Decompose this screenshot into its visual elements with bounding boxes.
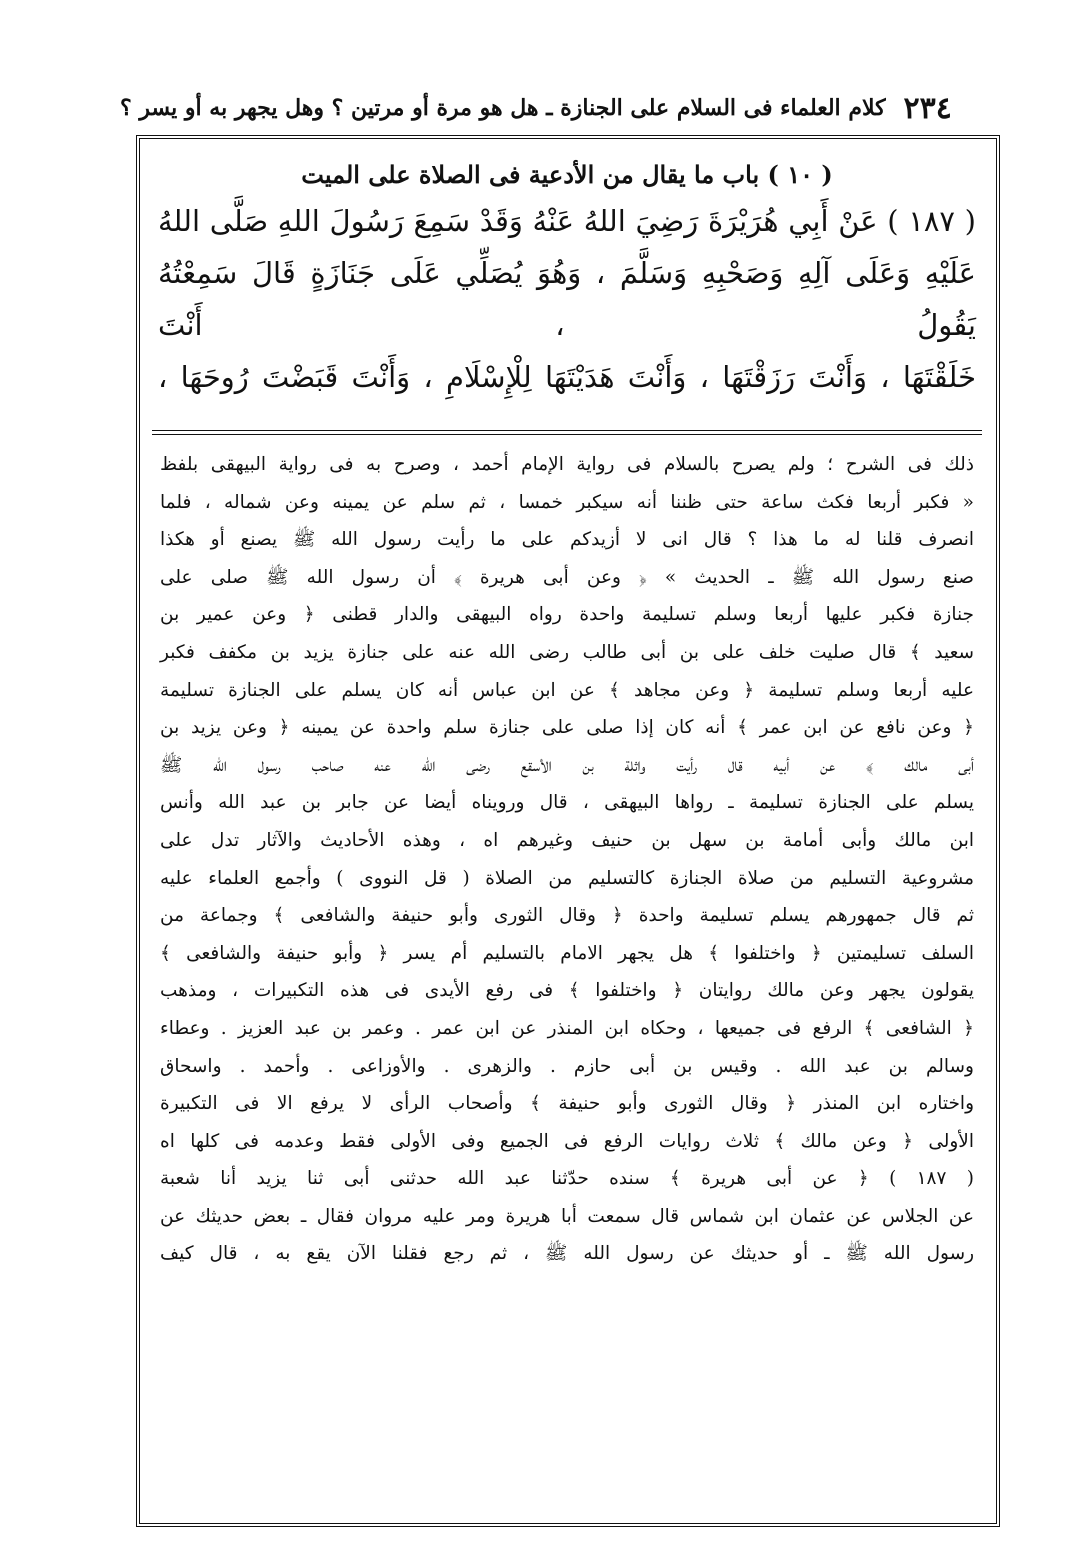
commentary-line: انصرف قلنا له ما هذا ؟ قال انى لا أزيدكم على ما رأيت رسول الله ﷺ يصنع أو هكذا bbox=[160, 529, 974, 551]
commentary-block bbox=[152, 446, 982, 1273]
commentary-line: رسول الله ﷺ ـ أو حديثك عن رسول الله ﷺ ، ثم رجع فقلنا الآن يقع به ، قال كيف bbox=[160, 1243, 974, 1265]
commentary-line: ( ١٨٧ ) ﴿ عن أبى هريرة ﴾ سنده حدّثنا عبد الله حدثنى أبى ثنا يزيد أنا شعبة bbox=[160, 1168, 974, 1190]
commentary-line: ذلك فى الشرح ؛ ولم يصرح بالسلام فى رواية الإمام أحمد ، وصرح به فى رواية البيهقى بلفظ bbox=[160, 454, 974, 475]
commentary-line: ﴿ وعن نافع عن ابن عمر ﴾ أنه كان إذا صلى على جنازة سلم واحدة عن يمينه ﴿ وعن يزيد بن bbox=[160, 717, 974, 739]
page-body bbox=[152, 150, 982, 1514]
chapter-heading: ( ١٠ ) باب ما يقال من الأدعية فى الصلاة على الميت bbox=[301, 160, 833, 189]
commentary-line: ابن مالك وأبى أمامة بن سهل بن حنيف وغيرهم اه ، وهذه الأحاديث والآثار تدل على bbox=[160, 829, 974, 851]
commentary-line: الأولى ﴿ وعن مالك ﴾ ثلاث روايات الرفع فى الجميع وفى الأولى فقط وعدمه فى كلها اه bbox=[160, 1130, 974, 1152]
section-divider bbox=[152, 430, 982, 435]
hadith-line: عَلَيْهِ وَعَلَى آلِهِ وَصَحْبِهِ وَسَلَّمَ ، وَهُوَ يُصَلِّي عَلَى جَنَازَةٍ قَالَ سَمِعْتُهُ يَقُولُ ، أَنْتَ bbox=[158, 256, 976, 342]
commentary-line: يسلم على الجنازة تسليمة ـ رواها البيهقى ، قال ورويناه أيضا عن جابر بن عبد الله وأنس bbox=[160, 792, 974, 814]
commentary-line: صنع رسول الله ﷺ ـ الحديث » ﴿ وعن أبى هريرة ﴾ أن رسول الله ﷺ صلى على bbox=[160, 566, 974, 588]
commentary-line: يقولون يجهر وعن مالك روايتان ﴿ واختلفوا ﴾ فى رفع الأيدى فى هذه التكبيرات ، ومذهب bbox=[160, 980, 974, 1002]
commentary-line: ﴿ الشافعى ﴾ الرفع فى جميعها ، وحكاه ابن المنذر عن ابن عمر . وعمر بن عبد العزيز . وعطاء bbox=[160, 1017, 974, 1039]
hadith-line: ( ١٨٧ ) عَنْ أَبِي هُرَيْرَةَ رَضِيَ اللهُ عَنْهُ وَقَدْ سَمِعَ رَسُولَ اللهِ صَلَّى اللهُ bbox=[158, 204, 976, 238]
commentary-line: ثم قال جمهورهم يسلم تسليمة واحدة ﴿ وقال الثورى وأبو حنيفة والشافعى ﴾ وجماعة من bbox=[160, 905, 974, 927]
commentary-line: جنازة فكبر عليها أربعا وسلم تسليمة واحدة رواه البيهقى والدار قطنى ﴿ وعن عمير بن bbox=[160, 604, 974, 626]
hadith-line: خَلَقْتَهَا ، وَأَنْتَ رَزَقْتَهَا ، وَأَنْتَ هَدَيْتَهَا لِلْإِسْلَامِ ، وَأَنْتَ قَبَضْتَ رُوحَهَا ، bbox=[158, 360, 976, 394]
commentary-line: سعيد ﴾ قال صليت خلف على بن أبى طالب رضى الله عنه على جنازة يزيد بن مكفف فكبر bbox=[160, 641, 974, 663]
commentary-line: عن الجلاس عن عثمان ابن شماس قال سمعت أبا هريرة ومر عليه مروان فقال ـ بعض حديثك عن bbox=[160, 1205, 974, 1227]
commentary-line: وسالم بن عبد الله . وقيس بن أبى حازم . والزهرى . والأوزاعى . وأحمد . واسحاق bbox=[160, 1055, 974, 1077]
commentary-line: واختاره ابن المنذر ﴿ وقال الثورى وأبو حنيفة ﴾ وأصحاب الرأى لا يرفع الا فى التكبيرة bbox=[160, 1093, 974, 1115]
commentary-line: السلف تسليمتين ﴿ واختلفوا ﴾ هل يجهر الامام بالتسليم أم يسر ﴿ وأبو حنيفة والشافعى ﴾ bbox=[160, 942, 974, 964]
page-number: ٢٣٤ bbox=[903, 90, 952, 126]
commentary-line: « فكبر أربعا فكث ساعة حتى ظننا أنه سيكبر خمسا ، ثم سلم عن يمينه وعن شماله ، فلما bbox=[160, 491, 974, 513]
commentary-line: أبى مالك ﴾ عن أبيه قال رأيت واثلة بن الأسقع رضى الله عنه صاحب رسول الله ﷺ bbox=[160, 754, 974, 776]
page-header bbox=[120, 84, 1000, 132]
commentary-line: مشروعية التسليم من صلاة الجنازة كالتسليم من الصلاة ( قل النووى ) وأجمع العلماء عليه bbox=[160, 867, 974, 889]
commentary-line: عليه أربعا وسلم تسليمة ﴿ وعن مجاهد ﴾ عن ابن عباس أنه كان يسلم على الجنازة تسليمة bbox=[160, 679, 974, 701]
hadith-block bbox=[152, 195, 982, 403]
running-title: كلام العلماء فى السلام على الجنازة ـ هل هو مرة أو مرتين ؟ وهل يجهر به أو يسر ؟ bbox=[120, 95, 886, 121]
